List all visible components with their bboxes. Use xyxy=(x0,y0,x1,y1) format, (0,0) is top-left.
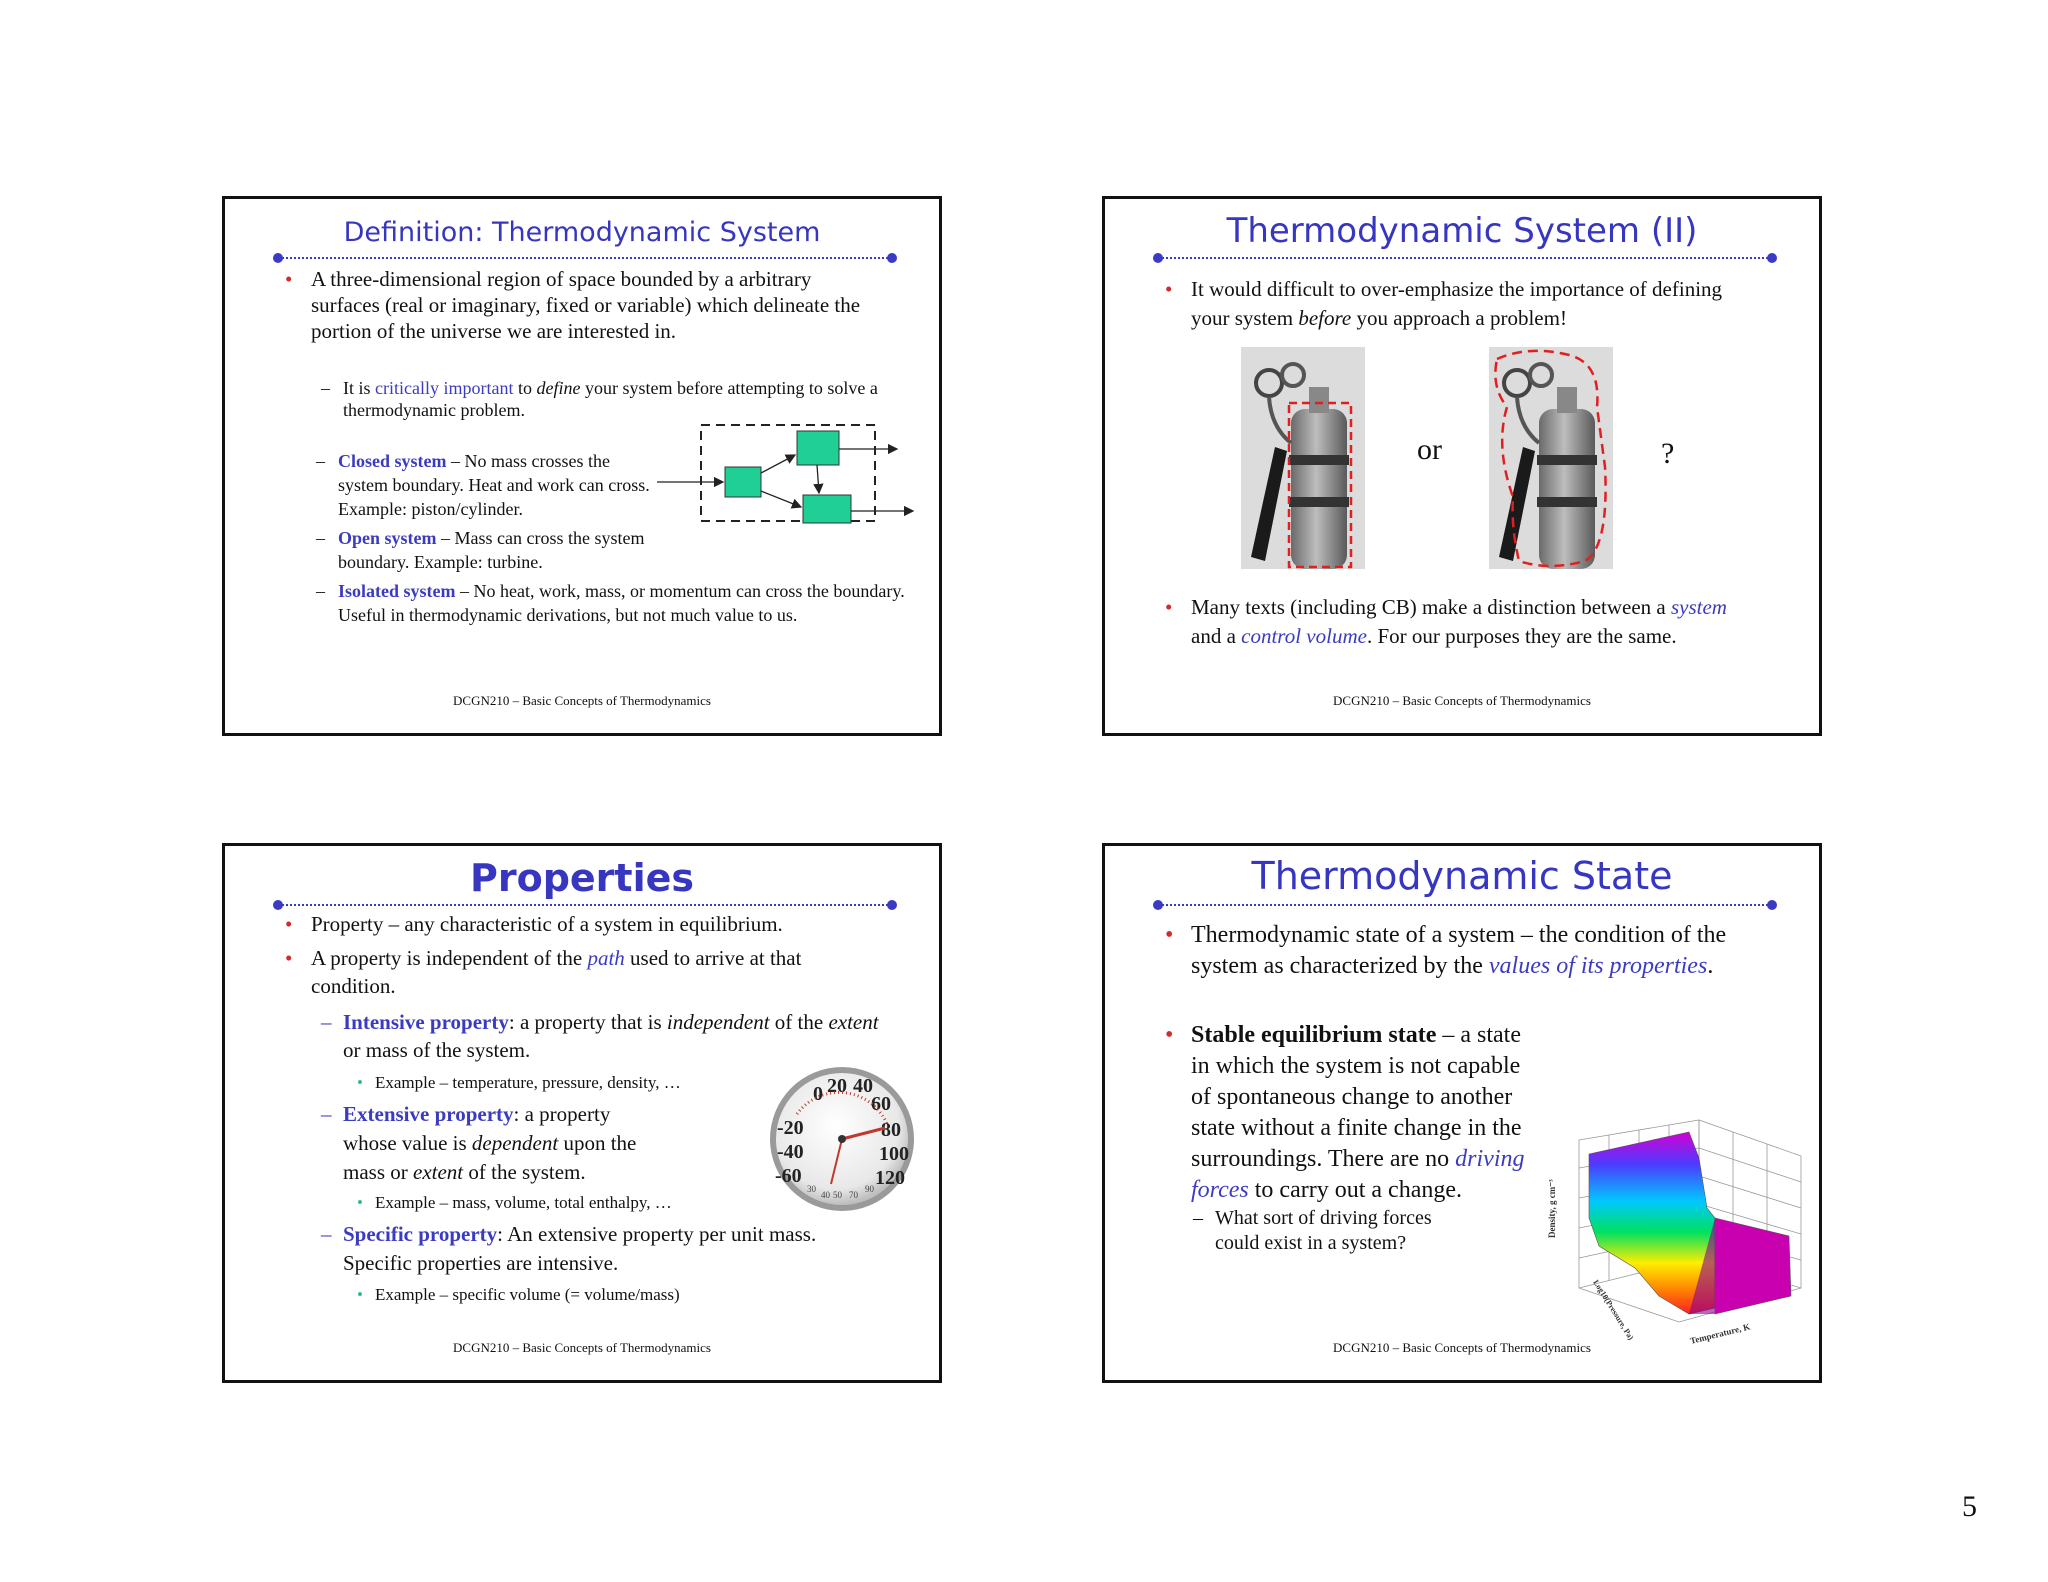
emphasis-text: critically important xyxy=(375,378,514,398)
bullet: • A property is independent of the path used to arrive at that condition. xyxy=(285,946,802,998)
sub-bullet-specific: – Specific property: An extensive property per unit mass. Specific properties are intensive. xyxy=(321,1222,817,1275)
3d-surface-plot xyxy=(1539,1118,1811,1354)
gauge-label: -60 xyxy=(775,1165,802,1187)
gauge-label: 40 xyxy=(853,1075,873,1097)
flow-arrow xyxy=(817,465,819,493)
slide-footer: DCGN210 – Basic Concepts of Thermodynamics xyxy=(453,1340,711,1355)
title-divider xyxy=(273,900,897,910)
sub-bullet-open: – Open system – Mass can cross the system boundary. Example: turbine. xyxy=(316,528,645,572)
gauge-label: 20 xyxy=(827,1075,847,1097)
thermometer-gauge xyxy=(767,1064,917,1214)
bullet: • It would difficult to over-emphasize the importance of defining your system before you approach a problem! xyxy=(1165,277,1723,330)
slide-footer: DCGN210 – Basic Concepts of Thermodynamics xyxy=(1333,1340,1591,1355)
sub-bullet-extensive: – Extensive property: a property whose value is dependent upon the mass or extent of the system. xyxy=(321,1102,637,1184)
gauge-label: 90 xyxy=(865,1184,874,1194)
component-box xyxy=(725,467,761,497)
title-divider xyxy=(1153,253,1777,263)
sub-bullet: – What sort of driving forces could exist in a system? xyxy=(1193,1207,1432,1254)
slide-footer: DCGN210 – Basic Concepts of Thermodynamics xyxy=(453,693,711,708)
gauge-label: 70 xyxy=(849,1190,858,1200)
bullet xyxy=(285,266,871,344)
title-divider xyxy=(273,253,897,263)
gas-cylinder-photo-1 xyxy=(1241,347,1365,569)
or-label: or xyxy=(1417,433,1442,466)
slide-1 xyxy=(222,196,942,736)
axis-label: Temperature, K xyxy=(1689,1321,1752,1346)
gauge-label: 120 xyxy=(875,1167,905,1189)
sub-bullet-intensive: – Intensive property: a property that is independent of the extent or mass of the system. xyxy=(321,1010,879,1062)
flow-arrow xyxy=(761,455,795,473)
gauge-label: 30 xyxy=(807,1184,816,1194)
gauge-label: -20 xyxy=(777,1117,804,1139)
axis-label: Log10(Pressure, Pa) xyxy=(1591,1278,1636,1342)
title-divider xyxy=(1153,900,1777,910)
bullet: • Many texts (including CB) make a distinction between a system and a control volume. For our purposes they are the same. xyxy=(1165,595,1727,648)
axis-label: Density, g cm⁻³ xyxy=(1547,1179,1557,1238)
component-box xyxy=(803,495,851,523)
slide-title: Thermodynamic State xyxy=(1251,854,1673,898)
slide-footer: DCGN210 – Basic Concepts of Thermodynamics xyxy=(1333,693,1591,708)
bullet: • Thermodynamic state of a system – the condition of the system as characterized by the values of its properties. xyxy=(1165,922,1727,979)
gauge-label: 0 xyxy=(813,1083,823,1105)
gauge-label: 50 xyxy=(833,1190,842,1200)
gauge-label: 100 xyxy=(879,1143,909,1165)
page-number: 5 xyxy=(1962,1490,1977,1523)
slide-3 xyxy=(222,843,942,1383)
isolated-system-term: Isolated system xyxy=(338,581,456,601)
gauge-label: -40 xyxy=(777,1141,804,1163)
bullet: • Property – any characteristic of a system in equilibrium. xyxy=(285,912,783,936)
bullet-marker: • xyxy=(285,267,293,291)
surface xyxy=(1715,1218,1791,1314)
slide-title: Properties xyxy=(470,856,694,900)
bullet: • Stable equilibrium state – a state in which the system is not capable of spontaneous change to another state without a finite change in the surroundings. There are no driving forces to carry out a change. xyxy=(1165,1022,1525,1203)
closed-system-term: Closed system xyxy=(338,451,447,471)
system-boundary-diagram xyxy=(657,419,917,559)
gauge-label: 40 xyxy=(821,1190,830,1200)
dash-marker: – xyxy=(321,378,330,398)
slide-4 xyxy=(1102,843,1822,1383)
gas-cylinder-photo-2 xyxy=(1489,347,1613,569)
sub-sub-bullet: • Example – specific volume (= volume/mass) xyxy=(357,1285,680,1304)
sub-sub-bullet: • Example – mass, volume, total enthalpy, … xyxy=(357,1193,672,1212)
slide-2 xyxy=(1102,196,1822,736)
slide-title: Thermodynamic System (II) xyxy=(1226,211,1698,251)
sub-bullet-closed: – Closed system – No mass crosses the system boundary. Heat and work can cross. Example: piston/cylinder. xyxy=(316,451,650,519)
component-box xyxy=(797,431,839,465)
open-system-term: Open system xyxy=(338,528,437,548)
flow-arrow xyxy=(761,491,801,507)
gauge-label: 60 xyxy=(871,1093,891,1115)
bullet-text: A three-dimensional region of space bounded by a arbitrary surfaces (real or imaginary, fixed or variable) which delineate the portion of the universe we are interested in. xyxy=(311,267,861,343)
slide-title: Definition: Thermodynamic System xyxy=(343,217,821,248)
sub-bullet: – It is critically important to define your system before attempting to solve a thermodynamic problem. xyxy=(321,378,878,420)
surface xyxy=(1589,1132,1715,1314)
sub-sub-bullet: • Example – temperature, pressure, density, … xyxy=(357,1073,681,1092)
question-label: ? xyxy=(1661,437,1675,470)
gauge-label: 80 xyxy=(881,1119,901,1141)
sub-bullet-isolated: – Isolated system – No heat, work, mass, or momentum can cross the boundary. Useful in thermodynamic derivations, but not much value to us. xyxy=(316,581,905,625)
